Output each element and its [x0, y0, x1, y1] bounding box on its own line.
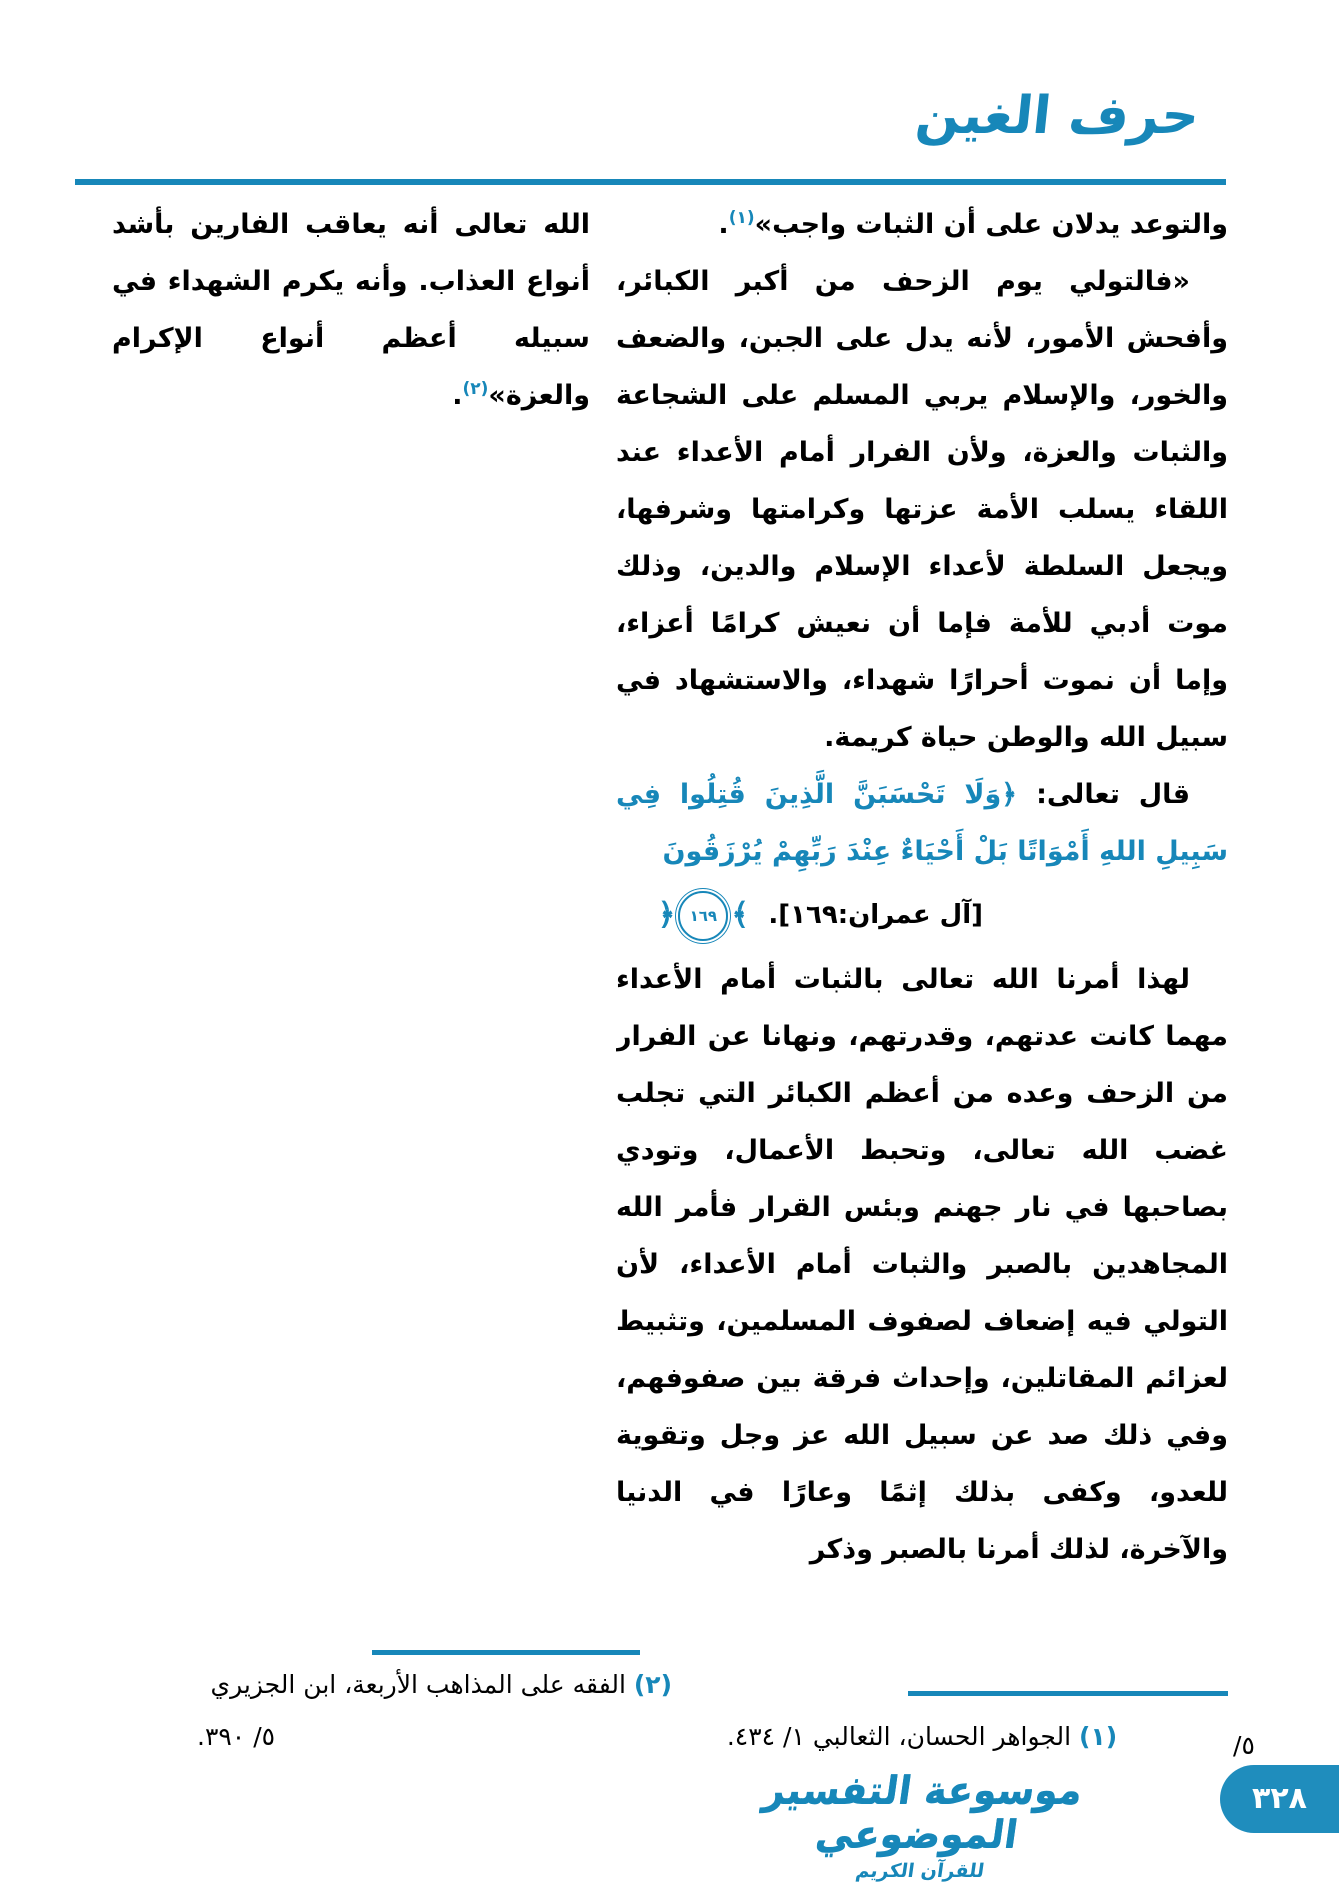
paragraph-quote: «فالتولي يوم الزحف من أكبر الكبائر، وأفحش الأمور، لأنه يدل على الجبن، والضعف والخور، والإسلام يربي المسلم على الشجاعة والثبات والعزة، ولأن الفرار أمام الأعداء عند اللقاء يسلب الأمة عزتها وكرامتها وشرفها، ويجعل السلطة لأعداء الإسلام والدين، وذلك موت أدبي للأمة فإما أن نعيش كرامًا أعزاء، وإما أن نموت أحرارًا شهداء، والاستشهاد في سبيل الله والوطن حياة كريمة. [616, 266, 1228, 753]
logo-subtitle: للقرآن الكريم [854, 1860, 986, 1882]
logo-title: موسوعة التفسير الموضوعي [760, 1768, 1086, 1856]
ayah-number-medallion: ١٦٩ [678, 891, 728, 941]
verse-citation: [آل عمران:١٦٩]. [768, 900, 983, 930]
footnote-2 [211, 1660, 672, 1710]
footnote-2-text: الفقه على المذاهب الأربعة، ابن الجزيري [210, 1670, 626, 1699]
footnote-1-marker: (١) [1079, 1722, 1118, 1751]
section-title: حرف الغين [912, 86, 1203, 146]
page-number-badge: ٣٢٨ [1220, 1765, 1339, 1833]
paragraph-continuation [616, 196, 1228, 253]
footnote-reference-1: (١) [728, 208, 755, 228]
main-text-column [616, 196, 1228, 1578]
sentence-period: . [452, 380, 463, 411]
footnote-2-continuation: ٥/ ٣٩٠. [197, 1722, 276, 1751]
footnote-reference-2: (٢) [462, 379, 489, 399]
ayah-end-ornament [657, 897, 749, 933]
verse-open-bracket: ﴿ [1001, 779, 1018, 810]
verse-body: وَلَا تَحْسَبَنَّ الَّذِينَ قُتِلُوا فِي سَبِيلِ اللهِ أَمْوَاتًا بَلْ أَحْيَاءٌ عِنْدَ رَبِّهِمْ يُرْزَقُونَ [616, 779, 1228, 867]
paragraph-continuation-text: والتوعد يدلان على أن الثبات واجب» [754, 209, 1228, 240]
verse-end-line [616, 880, 1228, 951]
verse-intro: قال تعالى: [1036, 779, 1190, 810]
footnote-divider-1 [908, 1691, 1228, 1696]
verse-paragraph [616, 766, 1228, 880]
publisher-logo [700, 1768, 1140, 1886]
footnote-1-text: الجواهر الحسان، الثعالبي ١/ ٤٣٤. [726, 1722, 1072, 1751]
side-paragraph-text: الله تعالى أنه يعاقب الفارين بأشد أنواع العذاب. وأنه يكرم الشهداء في سبيله أعظم أنواع الإكرام والعزة» [112, 209, 590, 411]
paragraph-commentary: لهذا أمرنا الله تعالى بالثبات أمام الأعداء مهما كانت عدتهم، وقدرتهم، ونهانا عن الفرار من الزحف وعده من أعظم الكبائر التي تجلب غضب الله تعالى، وتحبط الأعمال، وتودي بصاحبها في نار جهنم وبئس القرار فأمر الله المجاهدين بالصبر والثبات أمام الأعداء، لأن التولي فيه إضعاف لصفوف المسلمين، وتثبيط لعزائم المقاتلين، وإحداث فرقة بين صفوفهم، وفي ذلك صد عن سبيل الله عز وجل وتقوية للعدو، وكفى بذلك إثمًا وعارًا في الدنيا والآخرة، لذلك أمرنا بالصبر وذكر [616, 963, 1228, 1565]
ornate-bracket-icon: ﴾ [731, 897, 749, 933]
sentence-period: . [718, 209, 729, 240]
footnote-divider-2 [372, 1650, 640, 1655]
footnote-2-marker: (٢) [633, 1670, 672, 1699]
ornate-bracket-icon: ﴿ [657, 897, 676, 933]
stray-print-fragment: ٥/ [1233, 1731, 1255, 1760]
side-paragraph [112, 196, 590, 424]
side-text-column [112, 196, 590, 424]
footnote-1 [616, 1712, 1228, 1762]
header-divider-rule [75, 179, 1226, 185]
